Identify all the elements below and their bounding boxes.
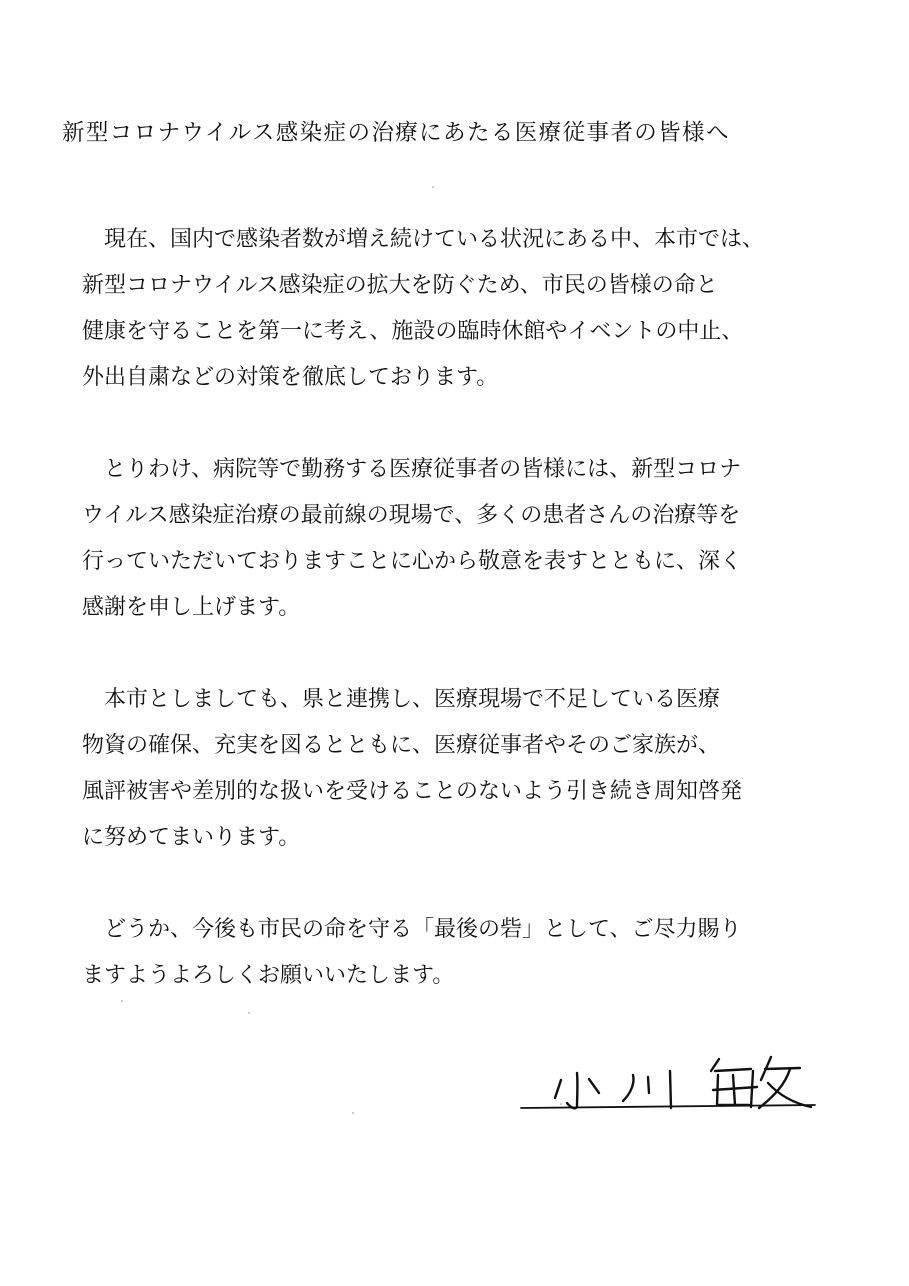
- signature-stroke: [765, 1068, 800, 1069]
- letter-title: 新型コロナウイルス感染症の治療にあたる医療従事者の皆様へ: [62, 120, 730, 146]
- signature-stroke: [567, 1073, 577, 1108]
- handwritten-signature: [515, 1035, 820, 1125]
- paragraph-1-line-3: 健康を守ることを第一に考え、施設の臨時休館やイベントの中止、: [82, 319, 744, 344]
- signature-stroke: [751, 1071, 753, 1107]
- paragraph-2-line-4: 感謝を申し上げます。: [82, 595, 301, 620]
- signature-stroke: [713, 1087, 757, 1090]
- paragraph-3-line-3: 風評被害や差別的な扱いを受けることのないよう引き続き周知啓発: [82, 779, 743, 804]
- paragraph-3-line-4: に努めてまいります。: [82, 825, 301, 850]
- signature-stroke: [555, 1080, 561, 1098]
- scan-speck: [560, 1103, 562, 1105]
- paragraph-1-line-4: 外出自粛などの対策を徹底しております。: [82, 365, 499, 390]
- scan-speck: [248, 1012, 250, 1014]
- signature-stroke: [715, 1069, 751, 1071]
- paragraph-2-line-2: ウイルス感染症治療の最前線の現場で、多くの患者さんの治療等を: [82, 503, 741, 528]
- paragraph-2-line-3: 行っていただいておりますことに心から敬意を表すとともに、深く: [82, 549, 743, 574]
- signature-stroke: [648, 1077, 649, 1093]
- paragraph-3-line-1: 本市としましても、県と連携し、医療現場で不足している医療: [82, 687, 721, 712]
- signature-stroke: [670, 1071, 671, 1108]
- paragraph-3-line-2: 物資の確保、充実を図るとともに、医療従事者やそのご家族が、: [82, 733, 721, 758]
- signature-stroke: [711, 1059, 719, 1071]
- paragraph-4-line-2: ますようよろしくお願いいたします。: [82, 963, 455, 988]
- paragraph-4-line-1: どうか、今後も市民の命を守る「最後の砦」として、ご尽力賜り: [82, 917, 742, 942]
- scan-speck: [432, 186, 434, 188]
- signature-stroke: [733, 1075, 735, 1105]
- paragraph-1-line-2: 新型コロナウイルス感染症の拡大を防ぐため、市民の皆様の命と: [82, 273, 718, 298]
- signature-stroke: [589, 1079, 599, 1093]
- signature-underline: [521, 1105, 815, 1108]
- signature-stroke: [623, 1075, 634, 1101]
- paragraph-2-line-1: とりわけ、病院等で勤務する医療従事者の皆様には、新型コロナ: [82, 457, 742, 482]
- paragraph-1-line-1: 現在、国内で感染者数が増え続けている状況にある中、本市では、: [82, 227, 765, 252]
- scan-speck: [121, 1000, 123, 1002]
- scan-speck: [352, 1112, 354, 1114]
